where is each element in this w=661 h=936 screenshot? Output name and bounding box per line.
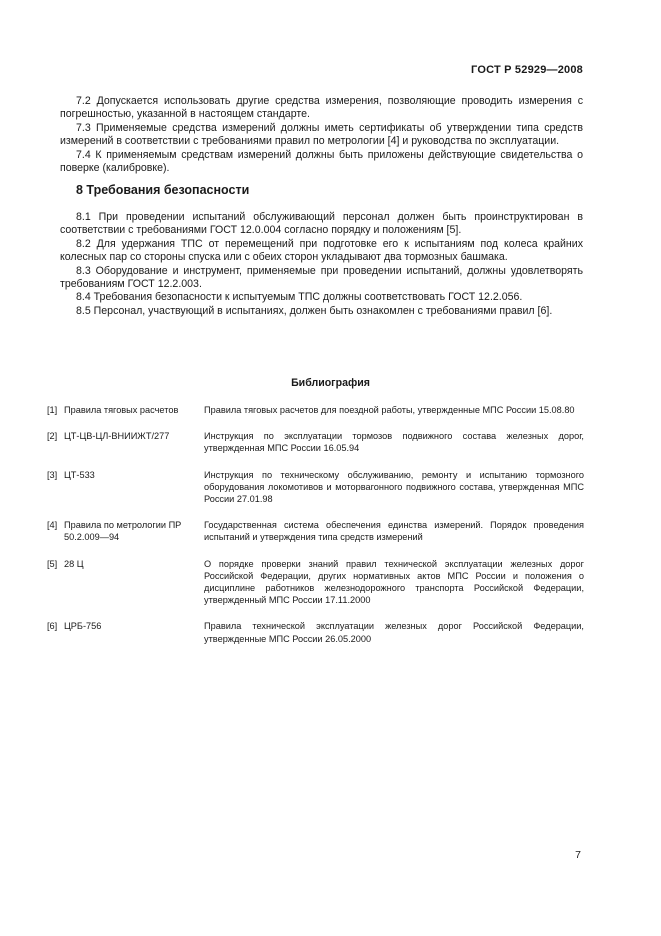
paragraph-8-2: 8.2 Для удержания ТПС от перемещений при подготовке его к испытаниям под колеса крайних колесных пар со стороны спуска или с обеих сторон укладывают два тормозных башмака. <box>60 237 583 264</box>
page-number: 7 <box>575 849 581 861</box>
section-8-body <box>60 211 583 318</box>
bibliography-entry-reference: ЦТ-533 <box>64 469 95 480</box>
bibliography-entry-reference: Правила тяговых расчетов <box>64 405 179 415</box>
bibliography-entry <box>47 519 584 543</box>
bibliography-entry <box>47 404 584 416</box>
bibliography-entry-description: Инструкция по эксплуатации тормозов подвижного состава железных дорог, утвержденная МПС России 16.05.94 <box>204 431 584 454</box>
bibliography-entry <box>47 430 584 454</box>
bibliography-entry-number: [1] <box>47 405 58 415</box>
bibliography-entry-number: [3] <box>47 469 58 480</box>
document-code: ГОСТ Р 52929—2008 <box>471 64 583 76</box>
bibliography-entry <box>47 558 584 607</box>
section-7-body <box>60 95 583 175</box>
paragraph-8-3: 8.3 Оборудование и инструмент, применяемые при проведении испытаний, должны удовлетворять требованиям ГОСТ 12.2.003. <box>60 264 583 291</box>
bibliography-entry-number: [5] <box>47 558 58 569</box>
bibliography-entry-description: Государственная система обеспечения единства измерений. Порядок проведения испытаний и утверждения типа средств измерений <box>204 520 584 543</box>
paragraph-8-5: 8.5 Персонал, участвующий в испытаниях, должен быть ознакомлен с требованиями правил [6]. <box>76 304 553 317</box>
bibliography-entry-number: [4] <box>47 520 58 531</box>
bibliography-list <box>47 404 584 659</box>
bibliography-entry <box>47 620 584 644</box>
paragraph-8-1: 8.1 При проведении испытаний обслуживающий персонал должен быть проинструктирован в соответствии с требованиями ГОСТ 12.0.004 согласно порядку и положениям [5]. <box>60 211 583 237</box>
bibliography-entry-reference: 28 Ц <box>64 558 84 569</box>
paragraph-7-3: 7.3 Применяемые средства измерений должны иметь сертификаты об утверждении типа средств измерений в соответствии с требованиями правил по метрологии [4] и руководства по эксплуатации. <box>60 121 583 148</box>
bibliography-entry-reference: ЦТ-ЦВ-ЦЛ-ВНИИЖТ/277 <box>64 431 170 442</box>
bibliography-entry-description: О порядке проверки знаний правил технической эксплуатации железных дорог Российской Федерации, других нормативных актов МПС России и положения о дисциплине работников железнодорожного транспорта Российской Федерации, утвержденный МПС России 17.11.2000 <box>204 558 584 606</box>
bibliography-entry-description: Правила тяговых расчетов для поездной работы, утвержденные МПС России 15.08.80 <box>204 405 575 415</box>
bibliography-entry-reference: ЦРБ-756 <box>64 621 102 632</box>
bibliography-entry <box>47 469 584 506</box>
paragraph-8-4: 8.4 Требования безопасности к испытуемым ТПС должны соответствовать ГОСТ 12.2.056. <box>76 291 523 304</box>
bibliography-entry-reference: Правила по метрологии ПР 50.2.009—94 <box>64 520 182 543</box>
bibliography-entry-number: [2] <box>47 431 58 442</box>
bibliography-entry-description: Правила технической эксплуатации железных дорог Российской Федерации, утвержденные МПС России 26.05.2000 <box>204 621 584 644</box>
paragraph-7-4: 7.4 К применяемым средствам измерений должны быть приложены действующие свидетельства о поверке (калибровке). <box>60 148 583 175</box>
section-8-title: 8 Требования безопасности <box>76 183 250 197</box>
paragraph-7-2: 7.2 Допускается использовать другие средства измерения, позволяющие проводить измерения с погрешностью, указанной в настоящем стандарте. <box>60 95 583 121</box>
bibliography-title: Библиография <box>291 377 370 389</box>
bibliography-entry-number: [6] <box>47 621 58 632</box>
bibliography-entry-description: Инструкция по техническому обслуживанию, ремонту и испытанию тормозного оборудования локомотивов и моторвагонного подвижного состава, утвержденная МПС России 27.01.98 <box>204 469 584 505</box>
